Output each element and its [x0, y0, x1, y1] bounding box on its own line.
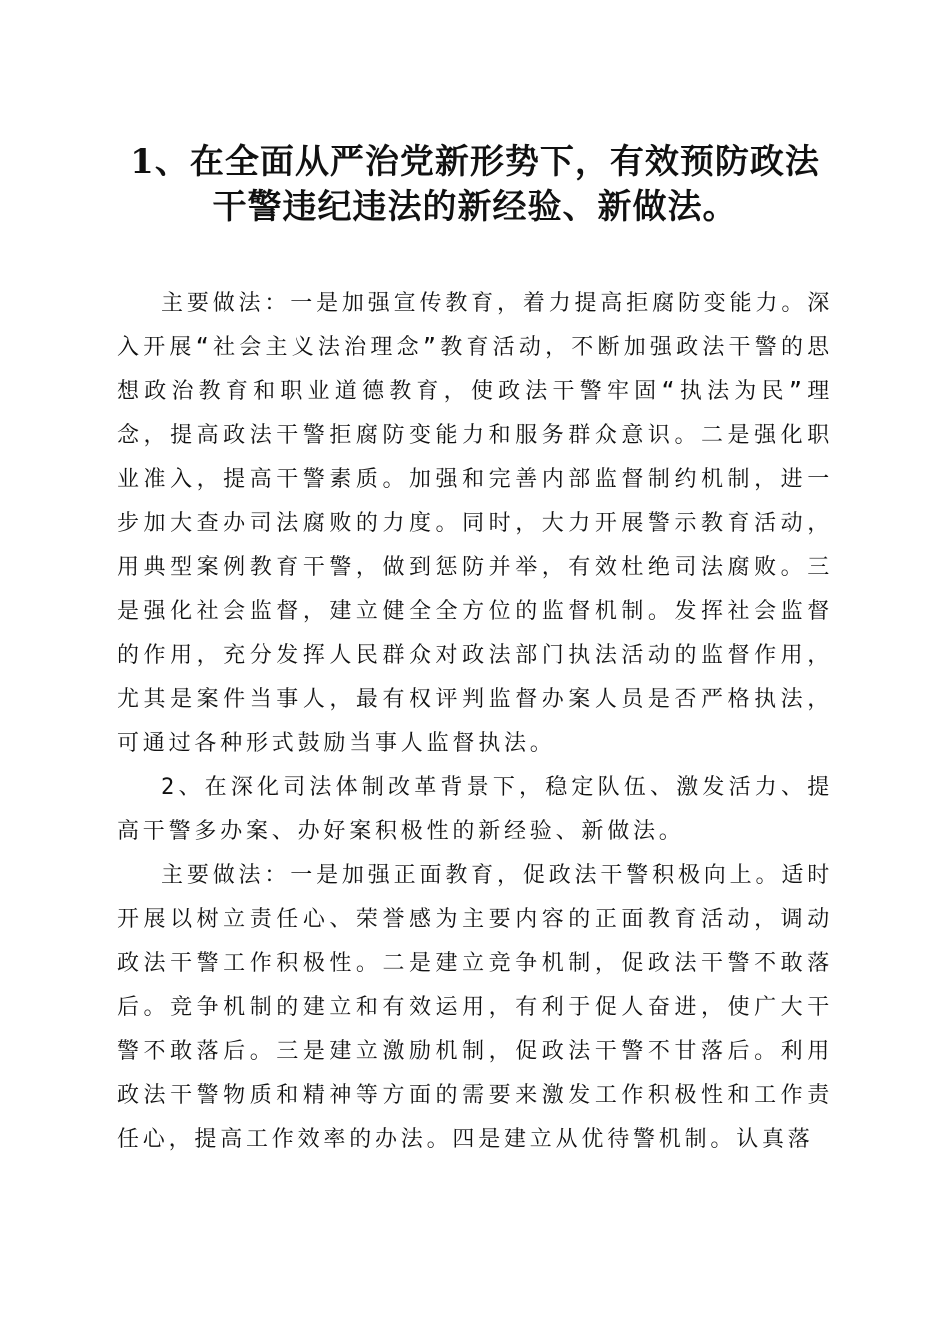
paragraph-heading-2: 2、在深化司法体制改革背景下，稳定队伍、激发活力、提高干警多办案、办好案积极性的新经验、新做法。 [117, 775, 833, 844]
paragraph-measures-2: 主要做法：一是加强正面教育，促政法干警积极向上。适时开展以树立责任心、荣誉感为主要内容的正面教育活动，调动政法干警工作积极性。二是建立竞争机制，促政法干警不敢落后。竞争机制的建立和有效运用，有利于促人奋进，使广大干警不敢落后。三是建立激励机制，促政法干警不甘落后。利用政法干警物质和精神等方面的需要来激发工作积极性和工作责任心，提高工作效率的办法。四是建立从优待警机制。认真落 [117, 863, 833, 1152]
paragraph-measures-1: 主要做法：一是加强宣传教育，着力提高拒腐防变能力。深入开展“社会主义法治理念”教育活动，不断加强政法干警的思想政治教育和职业道德教育，使政法干警牢固“执法为民”理念，提高政法干警拒腐防变能力和服务群众意识。二是强化职业准入，提高干警素质。加强和完善内部监督制约机制，进一步加大查办司法腐败的力度。同时，大力开展警示教育活动，用典型案例教育干警，做到惩防并举，有效杜绝司法腐败。三是强化社会监督，建立健全全方位的监督机制。发挥社会监督的作用，充分发挥人民群众对政法部门执法活动的监督作用，尤其是案件当事人，最有权评判监督办案人员是否严格执法，可通过各种形式鼓励当事人监督执法。 [117, 291, 833, 756]
title-line-1: 1、在全面从严治党新形势下，有效预防政法 [130, 142, 820, 182]
document-body [117, 282, 833, 1162]
title-line-2: 干警违纪违法的新经验、新做法。 [212, 187, 738, 227]
document-title [100, 140, 850, 230]
